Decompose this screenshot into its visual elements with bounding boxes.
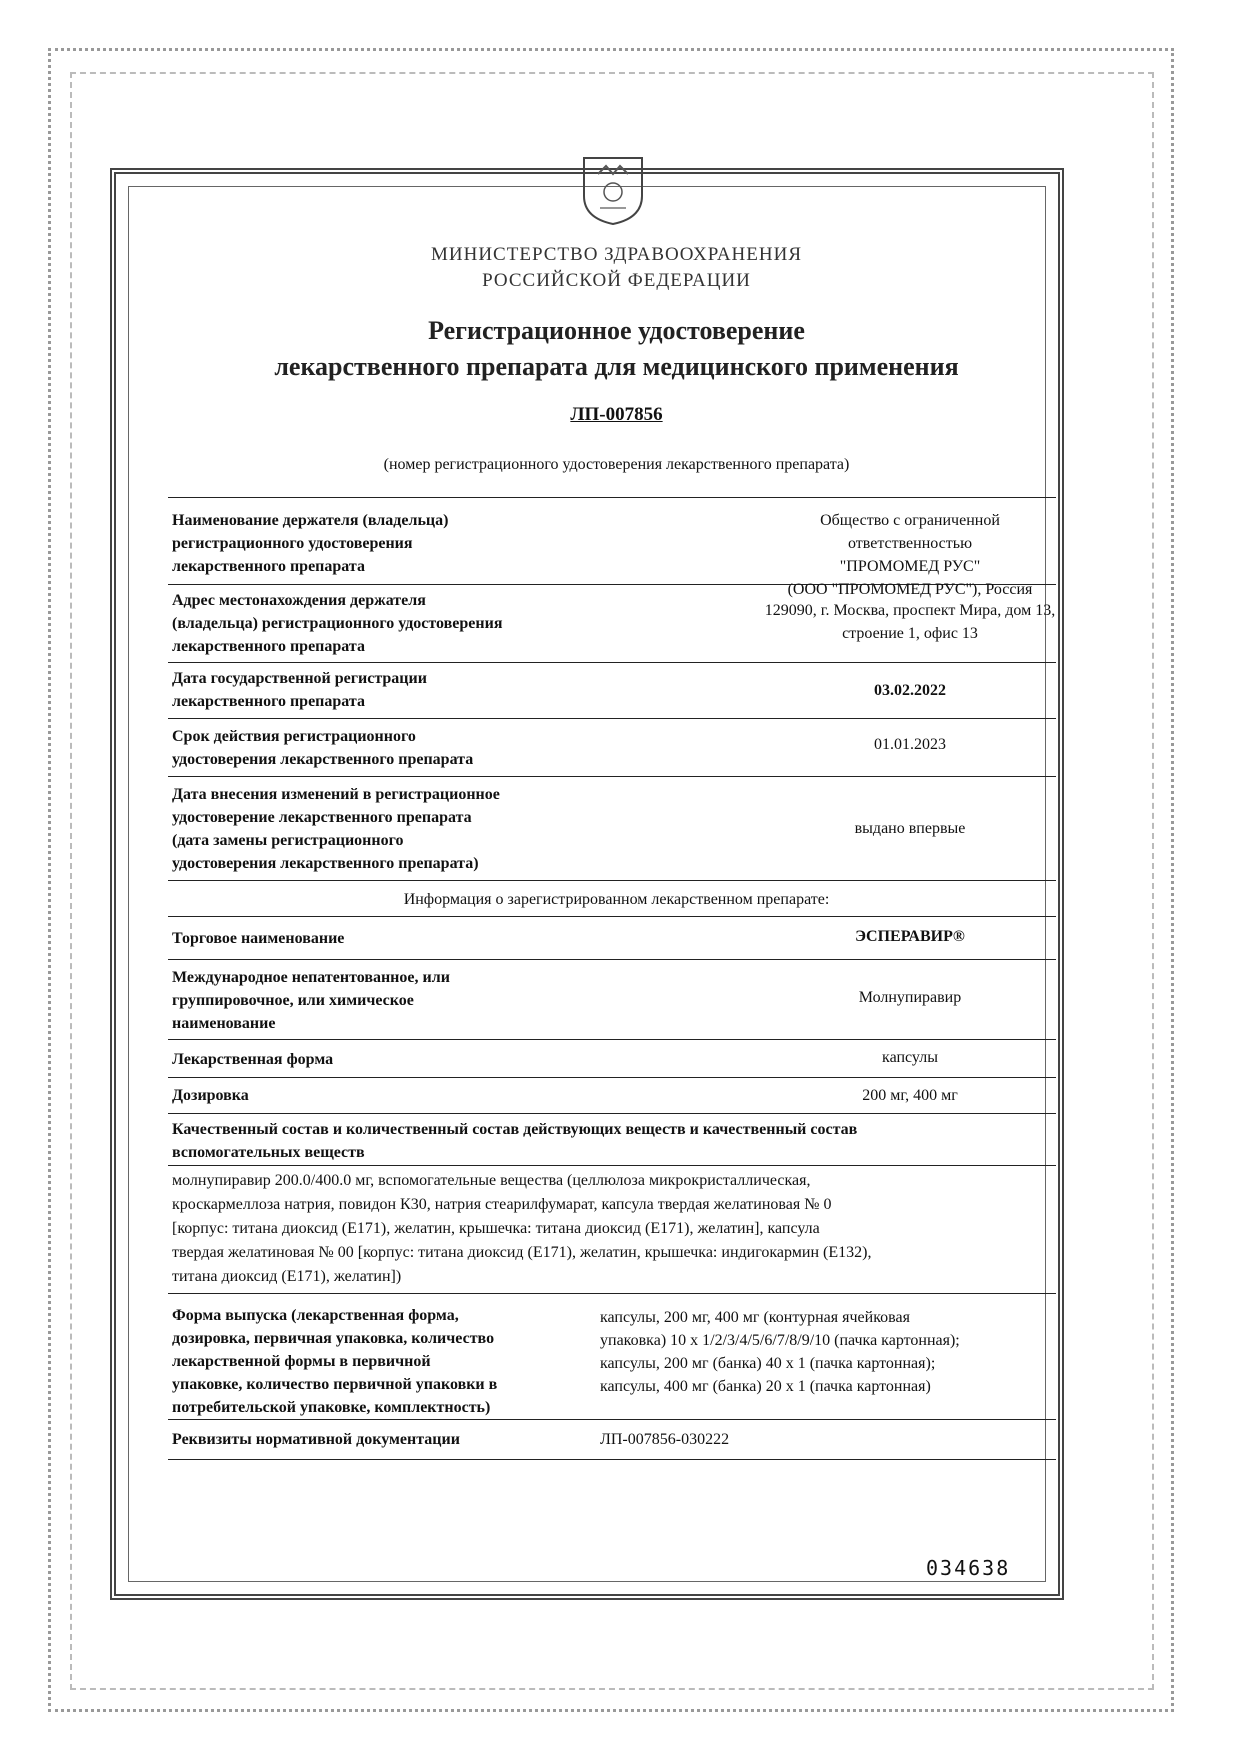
- ministry-name-line1: МИНИСТЕРСТВО ЗДРАВООХРАНЕНИЯ: [431, 244, 802, 265]
- changes-date-label: Дата внесения изменений в регистрационное удостоверение лекарственного препарата (дата замены регистрационного удостоверения лекарственного препарата): [172, 786, 500, 872]
- coat-of-arms-emblem: [578, 152, 648, 228]
- table-row-validity: [168, 719, 1056, 777]
- holder-name-label: Наименование держателя (владельца) регистрационного удостоверения лекарственного препарата: [172, 512, 449, 575]
- table-row-holder-address: [168, 585, 1056, 663]
- dosage-label: Дозировка: [172, 1087, 249, 1104]
- dosage-form-label: Лекарственная форма: [172, 1051, 334, 1068]
- trade-name-value: ЭСПЕРАВИР®: [855, 928, 965, 945]
- registration-date-label: Дата государственной регистрации лекарственного препарата: [172, 670, 427, 710]
- inn-value: Молнупиравир: [858, 989, 962, 1006]
- inn-label: Международное непатентованное, или группировочное, или химическое наименование: [172, 969, 450, 1032]
- table-row-inn: [168, 960, 1056, 1040]
- table-row-normative-docs: [168, 1420, 1056, 1460]
- table-row-trade-name: [168, 916, 1056, 960]
- release-form-label: Форма выпуска (лекарственная форма, дозировка, первичная упаковка, количество лекарственной формы в первичной упаковке, количество первичной упаковки в потребительской упаковке, комплектность): [172, 1307, 498, 1416]
- dosage-form-value: капсулы: [882, 1049, 938, 1066]
- changes-date-value: выдано впервые: [854, 820, 966, 837]
- dosage-value: 200 мг, 400 мг: [862, 1087, 958, 1104]
- registration-number-caption: (номер регистрационного удостоверения лекарственного препарата): [383, 456, 850, 473]
- trade-name-label: Торговое наименование: [172, 930, 345, 947]
- normative-docs-value: ЛП-007856-030222: [600, 1431, 730, 1448]
- ministry-name-line2: РОССИЙСКОЙ ФЕДЕРАЦИИ: [482, 270, 751, 291]
- table-row-changes-date: [168, 777, 1056, 881]
- table-row-composition-heading: [168, 1114, 1056, 1166]
- composition-value: молнупиравир 200.0/400.0 мг, вспомогательные вещества (целлюлоза микрокристаллическая, кроскармеллоза натрия, повидон К30, натрия стеарилфумарат, капсула твердая желатиновая № 0 [корпус: титана диоксид (Е171), желатин, крышечка: титана диоксид (Е171), желатин], капсула твердая желатиновая № 00 [корпус: титана диоксид (Е171), желатин, крышечка: индигокармин (Е132), титана диоксид (Е171), желатин]): [172, 1172, 872, 1285]
- holder-name-value: Общество с ограниченной ответственностью "ПРОМОМЕД РУС" (ООО "ПРОМОМЕД РУС"), Россия: [787, 512, 1033, 598]
- composition-label: Качественный состав и количественный состав действующих веществ и качественный состав вспомогательных веществ: [172, 1121, 858, 1161]
- form-serial-number: 034638: [926, 1556, 1011, 1580]
- document-title-line1: Регистрационное удостоверение: [428, 316, 805, 345]
- table-row-dosage: [168, 1078, 1056, 1114]
- table-row-composition-value: [168, 1160, 1056, 1294]
- holder-address-label: Адрес местонахождения держателя (владельца) регистрационного удостоверения лекарственного препарата: [172, 592, 503, 655]
- document-title-line2: лекарственного препарата для медицинского применения: [274, 352, 959, 381]
- registration-date-value: 03.02.2022: [874, 682, 946, 699]
- registration-number: ЛП-007856: [570, 404, 663, 425]
- drug-info-caption: Информация о зарегистрированном лекарственном препарате:: [403, 891, 830, 908]
- holder-address-value: 129090, г. Москва, проспект Мира, дом 13, строение 1, офис 13: [764, 602, 1056, 642]
- table-row-registration-date: [168, 663, 1056, 719]
- table-row-dosage-form: [168, 1040, 1056, 1078]
- release-form-value: капсулы, 200 мг, 400 мг (контурная ячейковая упаковка) 10 x 1/2/3/4/5/6/7/8/9/10 (пачка картонная); капсулы, 200 мг (банка) 40 x 1 (пачка картонная); капсулы, 400 мг (банка) 20 x 1 (пачка картонная): [600, 1309, 960, 1395]
- table-row-holder-name: [168, 505, 1056, 598]
- table-top-rule: [168, 497, 1056, 498]
- validity-label: Срок действия регистрационного удостоверения лекарственного препарата: [172, 728, 474, 768]
- table-row-release-form: [168, 1294, 1056, 1420]
- validity-value: 01.01.2023: [874, 736, 946, 753]
- normative-docs-label: Реквизиты нормативной документации: [172, 1431, 460, 1448]
